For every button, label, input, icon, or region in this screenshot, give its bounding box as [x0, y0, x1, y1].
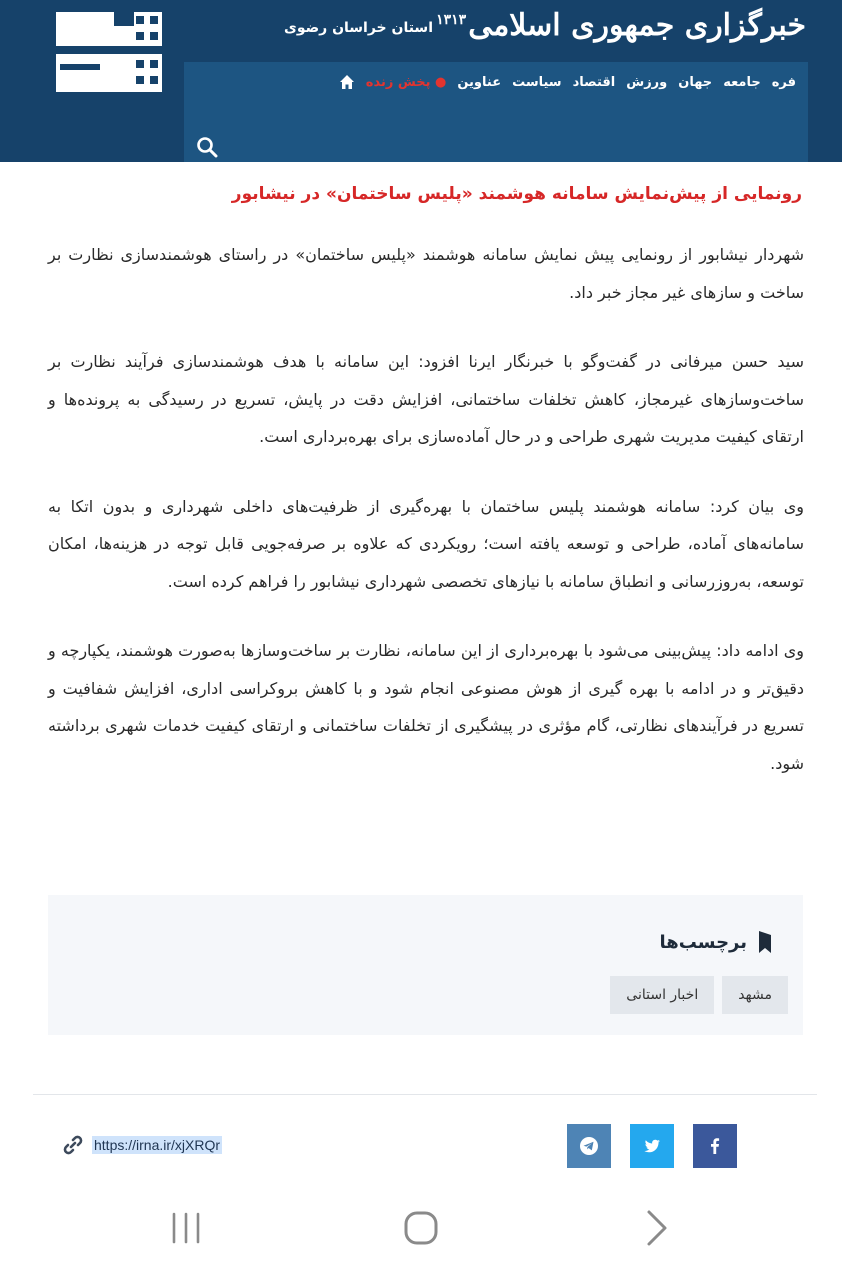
tag-list: [610, 976, 788, 1014]
article-headline: رونمایی از پیش‌نمایش سامانه هوشمند «پلیس ساختمان» در نیشابور: [231, 184, 802, 204]
tags-section: [48, 895, 803, 1035]
main-nav: [339, 74, 796, 90]
back-icon[interactable]: [637, 1208, 677, 1248]
divider: [33, 1094, 817, 1095]
telegram-icon: [579, 1136, 599, 1156]
short-link[interactable]: [62, 1134, 222, 1156]
nav-item-live[interactable]: ● پخش زنده: [365, 74, 447, 90]
irna-logo-icon[interactable]: [54, 12, 162, 92]
nav-item-sports[interactable]: ورزش: [626, 74, 668, 90]
article-paragraph: سید حسن میرفانی در گفت‌وگو با خبرنگار ایرنا افزود: این سامانه با هدف هوشمندسازی فرآیند نظارت بر ساخت‌وسازهای غیرمجاز، کاهش تخلفات ساختمانی، افزایش دقت در پایش، تسریع در رسیدگی به پرونده‌ها و ارتقای کیفیت مدیریت شهری طراحی و در حال آماده‌سازی برای بهره‌برداری است.: [48, 352, 804, 446]
twitter-icon: [642, 1136, 662, 1156]
tags-title: برچسب‌ها: [659, 931, 747, 953]
nav-item-politics[interactable]: سیاست: [512, 74, 562, 90]
article-paragraph: شهردار نیشابور از رونمایی پیش نمایش سامانه هوشمند «پلیس ساختمان» در راستای هوشمندسازی نظارت بر ساخت و سازهای غیر مجاز خبر داد.: [48, 245, 804, 302]
share-telegram-button[interactable]: [567, 1124, 611, 1168]
nav-item-world[interactable]: جهان: [678, 74, 713, 90]
facebook-icon: [705, 1136, 725, 1156]
tag-provincial-news[interactable]: اخبار استانی: [610, 976, 714, 1014]
home-button-icon[interactable]: [401, 1208, 441, 1248]
article-paragraph: وی بیان کرد: سامانه هوشمند پلیس ساختمان با بهره‌گیری از ظرفیت‌های داخلی شهرداری و بدون اتکا به سامانه‌های آماده، طراحی و توسعه یافته است؛ رویکردی که علاوه بر صرفه‌جویی قابل توجه در هزینه‌ها، امکان توسعه، به‌روزرسانی و انطباق سامانه با نیازهای تخصصی شهرداری نیشابور را فراهم کرده است.: [48, 496, 804, 591]
nav-item-headlines[interactable]: عناوین: [457, 74, 502, 90]
brand-year: ۱۳۱۳: [436, 12, 467, 28]
nav-item-economy[interactable]: اقتصاد: [572, 74, 616, 90]
share-twitter-button[interactable]: [630, 1124, 674, 1168]
search-icon[interactable]: [196, 136, 218, 158]
system-nav-bar: [0, 1196, 842, 1260]
nav-item-culture[interactable]: فره: [771, 74, 796, 90]
bookmark-icon: [757, 931, 773, 953]
nav-panel: [184, 62, 808, 162]
recent-apps-icon[interactable]: [166, 1208, 206, 1248]
site-header: [0, 0, 842, 162]
nav-item-society[interactable]: جامعه: [723, 74, 761, 90]
tags-header: [659, 931, 773, 953]
article-body: [48, 236, 804, 814]
brand-title[interactable]: [436, 8, 806, 43]
brand-title-text: خبرگزاری جمهوری اسلامی: [468, 8, 806, 43]
short-url[interactable]: https://irna.ir/xjXRQr: [94, 1137, 221, 1153]
tag-mashhad[interactable]: مشهد: [722, 976, 788, 1014]
link-icon: [62, 1134, 84, 1156]
share-facebook-button[interactable]: [693, 1124, 737, 1168]
article-paragraph: وی ادامه داد: پیش‌بینی می‌شود با بهره‌برداری از این سامانه، نظارت بر ساخت‌وسازها به‌صورت هوشمند، یکپارچه و دقیق‌تر و در ادامه با بهره گیری از هوش مصنوعی انجام شود و با کاهش بروکراسی اداری، افزایش شفافیت و تسریع در فرآیندهای نظارتی، گام مؤثری در پیشگیری از تخلفات ساختمانی و ارتقای کیفیت خدمات شهری برداشته شود.: [48, 641, 804, 773]
province-label[interactable]: استان خراسان رضوی: [284, 20, 434, 36]
home-icon[interactable]: [339, 74, 355, 90]
